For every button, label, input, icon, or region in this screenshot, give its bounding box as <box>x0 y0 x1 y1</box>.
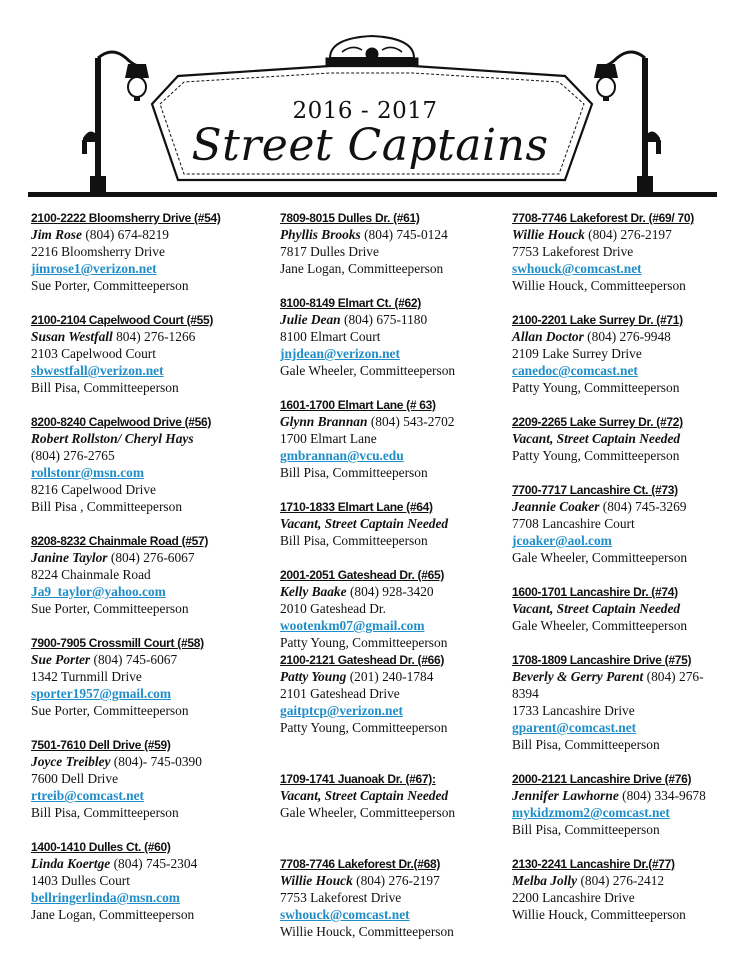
street-range: 7708-7746 Lakeforest Dr.(#68) <box>280 857 441 871</box>
season-year: 2016 - 2017 <box>292 98 438 124</box>
captain-address: 2101 Gateshead Drive <box>280 686 400 701</box>
captain-entry <box>512 481 734 566</box>
email-link[interactable]: mykidzmom2@comcast.net <box>512 805 670 820</box>
committeeperson: Jane Logan, Committeeperson <box>280 261 444 276</box>
captain-phone: (201) 240-1784 <box>349 669 434 684</box>
captain-line <box>512 430 734 447</box>
street-heading-line <box>280 651 520 668</box>
committee-line <box>280 532 520 549</box>
captain-entry <box>31 209 271 294</box>
street-heading-line <box>512 481 734 498</box>
street-range: 1710-1833 Elmart Lane (#64) <box>280 500 433 514</box>
captain-line <box>280 515 520 532</box>
street-heading-line <box>31 532 271 549</box>
captain-name: Vacant, Street Captain Needed <box>280 516 449 531</box>
street-heading-line <box>280 294 520 311</box>
email-link[interactable]: gparent@comcast.net <box>512 720 637 735</box>
street-heading-line <box>31 209 271 226</box>
captain-name: Jim Rose <box>31 227 82 242</box>
captain-entry <box>280 651 520 736</box>
street-heading-line <box>280 209 520 226</box>
street-range: 7501-7610 Dell Drive (#59) <box>31 738 171 752</box>
captain-name: Kelly Baake <box>280 584 347 599</box>
captain-phone: (804) 745-3269 <box>602 499 687 514</box>
captain-entry <box>31 838 271 923</box>
right-lamp-post-icon <box>594 52 661 196</box>
email-link[interactable]: jimrose1@verizon.net <box>31 261 157 276</box>
captain-entry <box>512 855 734 923</box>
email-line <box>280 345 520 362</box>
street-range: 2209-2265 Lake Surrey Dr. (#72) <box>512 415 683 429</box>
email-link[interactable]: gaitptcp@verizon.net <box>280 703 403 718</box>
captain-phone: (804) 745-2304 <box>113 856 198 871</box>
captain-phone-continued: (804) 276-2765 <box>31 448 115 463</box>
address-line <box>512 243 734 260</box>
captain-line <box>512 668 734 685</box>
address-line <box>31 668 271 685</box>
captain-name: Vacant, Street Captain Needed <box>280 788 449 803</box>
committee-line <box>512 736 734 753</box>
address-line <box>31 770 271 787</box>
email-link[interactable]: canedoc@comcast.net <box>512 363 638 378</box>
committee-line <box>280 804 520 821</box>
committee-line <box>512 549 734 566</box>
street-range: 2100-2104 Capelwood Court (#55) <box>31 313 214 327</box>
captain-phone: (804) 543-2702 <box>370 414 455 429</box>
captain-name: Jennifer Lawhorne <box>512 788 619 803</box>
captain-entry <box>280 209 520 277</box>
captain-entry <box>512 413 734 464</box>
street-heading-line <box>31 634 271 651</box>
captain-entry <box>512 209 734 294</box>
captain-phone: (804) 276- <box>646 669 704 684</box>
committeeperson: Sue Porter, Committeeperson <box>31 601 189 616</box>
captain-address: 2200 Lancashire Drive <box>512 890 635 905</box>
street-range: 1601-1700 Elmart Lane (# 63) <box>280 398 436 412</box>
street-heading-line <box>280 770 520 787</box>
captain-hat-icon <box>326 36 418 66</box>
email-link[interactable]: jcoaker@aol.com <box>512 533 612 548</box>
address-line <box>31 872 271 889</box>
left-lamp-post-icon <box>82 52 149 196</box>
email-link[interactable]: jnjdean@verizon.net <box>280 346 400 361</box>
captain-phone: (804) 675-1180 <box>344 312 428 327</box>
captain-entry <box>280 855 520 940</box>
email-link[interactable]: rollstonr@msn.com <box>31 465 145 480</box>
captain-name: Willie Houck <box>280 873 353 888</box>
address-line <box>31 481 271 498</box>
captain-name: Jeannie Coaker <box>512 499 600 514</box>
committee-line <box>31 277 271 294</box>
captain-address: 1700 Elmart Lane <box>280 431 377 446</box>
captain-line <box>280 226 520 243</box>
street-range: 8200-8240 Capelwood Drive (#56) <box>31 415 212 429</box>
captain-entry <box>512 651 734 753</box>
email-link[interactable]: gmbrannan@vcu.edu <box>280 448 404 463</box>
captain-address: 7753 Lakeforest Drive <box>280 890 402 905</box>
page-header <box>0 0 743 205</box>
email-line <box>280 617 520 634</box>
committee-line <box>31 702 271 719</box>
street-range: 7708-7746 Lakeforest Dr. (#69/ 70) <box>512 211 694 225</box>
committee-line <box>512 447 734 464</box>
captain-name: Sue Porter <box>31 652 91 667</box>
street-range: 2100-2222 Bloomsherry Drive (#54) <box>31 211 221 225</box>
email-link[interactable]: rtreib@comcast.net <box>31 788 144 803</box>
captain-entry <box>512 583 734 634</box>
committee-line <box>512 906 734 923</box>
captain-phone: (804) 276-2197 <box>356 873 440 888</box>
captain-name: Janine Taylor <box>31 550 108 565</box>
captain-entry <box>31 634 271 719</box>
captain-entry <box>31 413 271 515</box>
street-heading-line <box>31 838 271 855</box>
street-range: 7700-7717 Lancashire Ct. (#73) <box>512 483 678 497</box>
captain-phone: (804) 276-9948 <box>587 329 671 344</box>
street-range: 2100-2121 Gateshead Dr. (#66) <box>280 653 445 667</box>
committee-line <box>31 906 271 923</box>
committee-line <box>280 362 520 379</box>
committeeperson: Gale Wheeler, Committeeperson <box>280 805 456 820</box>
captain-name: Robert Rollston/ Cheryl Hays <box>31 431 194 446</box>
committeeperson: Sue Porter, Committeeperson <box>31 703 189 718</box>
captain-address: 2010 Gateshead Dr. <box>280 601 386 616</box>
address-line <box>31 243 271 260</box>
street-heading-line <box>512 770 734 787</box>
street-heading-line <box>512 209 734 226</box>
captain-name: Beverly & Gerry Parent <box>512 669 644 684</box>
captain-line <box>512 226 734 243</box>
captain-name: Susan Westfall <box>31 329 113 344</box>
captain-phone: (804) 745-6067 <box>93 652 178 667</box>
address-line <box>280 243 520 260</box>
committeeperson: Bill Pisa , Committeeperson <box>31 499 183 514</box>
committeeperson: Bill Pisa, Committeeperson <box>31 805 179 820</box>
captain-entry <box>280 770 520 821</box>
captain-entry <box>31 532 271 617</box>
committeeperson: Bill Pisa, Committeeperson <box>512 737 660 752</box>
address-line <box>280 600 520 617</box>
street-heading-line <box>512 413 734 430</box>
address-line <box>512 889 734 906</box>
captain-line <box>280 583 520 600</box>
street-heading-line <box>512 583 734 600</box>
captain-name: Vacant, Street Captain Needed <box>512 431 681 446</box>
captain-phone: (804) 276-2197 <box>588 227 672 242</box>
captain-line <box>280 311 520 328</box>
address-line <box>280 889 520 906</box>
street-heading-line <box>31 736 271 753</box>
email-link[interactable]: Ja9_taylor@yahoo.com <box>31 584 166 599</box>
address-line <box>512 345 734 362</box>
phone-line <box>31 447 271 464</box>
committee-line <box>31 498 271 515</box>
committee-line <box>512 379 734 396</box>
address-line <box>31 566 271 583</box>
street-range: 1709-1741 Juanoak Dr. (#67): <box>280 772 436 786</box>
captain-entry <box>280 294 520 379</box>
email-line <box>512 532 734 549</box>
street-range: 8100-8149 Elmart Ct. (#62) <box>280 296 421 310</box>
committee-line <box>280 923 520 940</box>
street-heading-line <box>280 498 520 515</box>
captain-entry <box>31 736 271 821</box>
committeeperson: Patty Young, Committeeperson <box>512 380 680 395</box>
captain-phone-continued: 8394 <box>512 686 539 701</box>
captain-address: 1403 Dulles Court <box>31 873 130 888</box>
email-line <box>512 260 734 277</box>
address-line <box>31 345 271 362</box>
captain-address: 2103 Capelwood Court <box>31 346 156 361</box>
captain-entry <box>512 770 734 838</box>
email-link[interactable]: bellringerlinda@msn.com <box>31 890 180 905</box>
captain-line <box>512 787 734 804</box>
address-line <box>280 685 520 702</box>
street-range: 1708-1809 Lancashire Drive (#75) <box>512 653 692 667</box>
email-link[interactable]: wootenkm07@gmail.com <box>280 618 425 633</box>
captain-line <box>512 328 734 345</box>
captain-entry <box>512 311 734 396</box>
email-line <box>31 583 271 600</box>
captain-name: Joyce Treibley <box>31 754 111 769</box>
captain-phone: (804) 276-6067 <box>110 550 195 565</box>
street-heading-line <box>31 413 271 430</box>
captain-phone: (804) 334-9678 <box>622 788 706 803</box>
address-line <box>280 430 520 447</box>
captain-address: 8216 Capelwood Drive <box>31 482 156 497</box>
street-heading-line <box>280 855 520 872</box>
email-line <box>280 906 520 923</box>
email-link[interactable]: sporter1957@gmail.com <box>31 686 172 701</box>
street-range: 2001-2051 Gateshead Dr. (#65) <box>280 568 445 582</box>
street-heading-line <box>512 855 734 872</box>
captain-phone: (804)- 745-0390 <box>113 754 202 769</box>
email-link[interactable]: swhouck@comcast.net <box>280 907 410 922</box>
captain-phone: (804) 276-2412 <box>580 873 665 888</box>
committeeperson: Willie Houck, Committeeperson <box>280 924 454 939</box>
captain-phone: 804) 276-1266 <box>116 329 196 344</box>
street-range: 2100-2201 Lake Surrey Dr. (#71) <box>512 313 683 327</box>
committee-line <box>280 464 520 481</box>
captain-line <box>512 600 734 617</box>
street-range: 2130-2241 Lancashire Dr.(#77) <box>512 857 675 871</box>
committeeperson: Patty Young, Committeeperson <box>280 635 448 650</box>
email-line <box>280 447 520 464</box>
captain-entry <box>31 311 271 396</box>
captain-entry <box>280 396 520 481</box>
committee-line <box>31 600 271 617</box>
captain-address: 2216 Bloomsherry Drive <box>31 244 165 259</box>
captain-line <box>31 753 271 770</box>
email-line <box>31 260 271 277</box>
street-heading-line <box>280 396 520 413</box>
email-line <box>512 804 734 821</box>
committeeperson: Gale Wheeler, Committeeperson <box>512 550 688 565</box>
captain-name: Allan Doctor <box>512 329 584 344</box>
captain-line <box>31 328 271 345</box>
address-line <box>280 328 520 345</box>
email-link[interactable]: sbwestfall@verizon.net <box>31 363 164 378</box>
committeeperson: Bill Pisa, Committeeperson <box>512 822 660 837</box>
captain-phone: (804) 928-3420 <box>349 584 434 599</box>
street-range: 1600-1701 Lancashire Dr. (#74) <box>512 585 678 599</box>
committeeperson: Bill Pisa, Committeeperson <box>280 465 428 480</box>
street-range: 8208-8232 Chainmale Road (#57) <box>31 534 209 548</box>
captain-line <box>512 872 734 889</box>
captain-line <box>31 855 271 872</box>
committeeperson: Willie Houck, Committeeperson <box>512 278 686 293</box>
committee-line <box>31 379 271 396</box>
committeeperson: Gale Wheeler, Committeeperson <box>280 363 456 378</box>
street-heading-line <box>512 651 734 668</box>
committee-line <box>512 821 734 838</box>
captain-address: 1733 Lancashire Drive <box>512 703 635 718</box>
captain-line <box>31 430 271 447</box>
committeeperson: Gale Wheeler, Committeeperson <box>512 618 688 633</box>
captain-phone: (804) 745-0124 <box>364 227 448 242</box>
street-range: 7809-8015 Dulles Dr. (#61) <box>280 211 420 225</box>
captain-name: Patty Young <box>280 669 347 684</box>
captain-name: Melba Jolly <box>512 873 578 888</box>
committee-line <box>512 617 734 634</box>
captain-line <box>280 872 520 889</box>
street-range: 7900-7905 Crossmill Court (#58) <box>31 636 204 650</box>
committeeperson: Bill Pisa, Committeeperson <box>280 533 428 548</box>
captain-name: Linda Koertge <box>31 856 111 871</box>
street-heading-line <box>280 566 520 583</box>
captain-line <box>31 651 271 668</box>
committeeperson: Patty Young, Committeeperson <box>280 720 448 735</box>
captain-name: Glynn Brannan <box>280 414 368 429</box>
email-line <box>31 685 271 702</box>
committee-line <box>280 719 520 736</box>
captain-address: 2109 Lake Surrey Drive <box>512 346 642 361</box>
captain-entry <box>280 566 520 651</box>
street-heading-line <box>31 311 271 328</box>
captain-phone: (804) 674-8219 <box>85 227 170 242</box>
email-line <box>512 362 734 379</box>
captain-line <box>31 226 271 243</box>
captain-line <box>31 549 271 566</box>
captain-address: 1342 Turnmill Drive <box>31 669 142 684</box>
committee-line <box>31 804 271 821</box>
committee-line <box>280 634 520 651</box>
captain-name: Vacant, Street Captain Needed <box>512 601 681 616</box>
committee-line <box>512 277 734 294</box>
street-range: 1400-1410 Dulles Ct. (#60) <box>31 840 171 854</box>
email-link[interactable]: swhouck@comcast.net <box>512 261 642 276</box>
email-line <box>512 719 734 736</box>
captain-address: 8100 Elmart Court <box>280 329 381 344</box>
committeeperson: Patty Young, Committeeperson <box>512 448 680 463</box>
captain-name: Willie Houck <box>512 227 585 242</box>
committeeperson: Sue Porter, Committeeperson <box>31 278 189 293</box>
captain-line <box>512 498 734 515</box>
address-line <box>512 515 734 532</box>
captain-line <box>280 668 520 685</box>
street-base-line <box>28 192 717 197</box>
page-title: Street Captains <box>191 120 549 171</box>
captain-address: 7600 Dell Drive <box>31 771 119 786</box>
committeeperson: Bill Pisa, Committeeperson <box>31 380 179 395</box>
phone-line <box>512 685 734 702</box>
street-heading-line <box>512 311 734 328</box>
captain-name: Julie Dean <box>280 312 341 327</box>
captain-address: 8224 Chainmale Road <box>31 567 151 582</box>
address-line <box>512 702 734 719</box>
committeeperson: Jane Logan, Committeeperson <box>31 907 195 922</box>
street-range: 2000-2121 Lancashire Drive (#76) <box>512 772 692 786</box>
captain-name: Phyllis Brooks <box>280 227 361 242</box>
captain-address: 7817 Dulles Drive <box>280 244 379 259</box>
captain-line <box>280 787 520 804</box>
email-line <box>31 464 271 481</box>
committee-line <box>280 260 520 277</box>
captain-address: 7708 Lancashire Court <box>512 516 635 531</box>
email-line <box>280 702 520 719</box>
email-line <box>31 787 271 804</box>
email-line <box>31 362 271 379</box>
email-line <box>31 889 271 906</box>
captain-line <box>280 413 520 430</box>
committeeperson: Willie Houck, Committeeperson <box>512 907 686 922</box>
captain-address: 7753 Lakeforest Drive <box>512 244 634 259</box>
captain-entry <box>280 498 520 549</box>
